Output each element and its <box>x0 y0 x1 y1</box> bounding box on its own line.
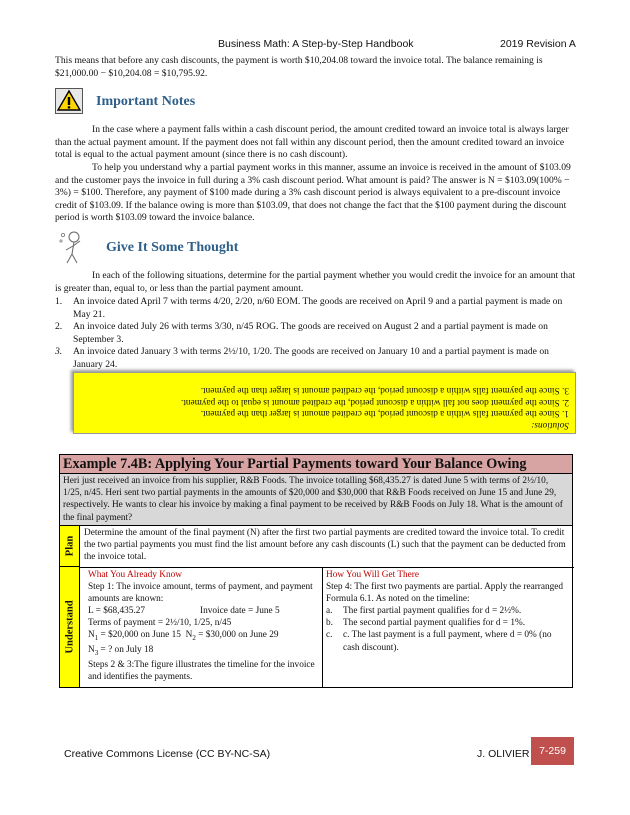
page-number: 7-259 <box>531 737 574 765</box>
known-heading: What You Already Know <box>88 570 182 580</box>
give-it-some-thought-heading: Give It Some Thought <box>106 240 239 255</box>
list-item: c. c. The last payment is a full payment, where d = 0% (no cash discount). <box>326 630 552 653</box>
how-heading: How You Will Get There <box>326 570 420 580</box>
list-item: b. The second partial payment qualifies for d = 1%. <box>326 618 526 629</box>
solution-3: 3. Since the payment falls within a discount period, the credited amount is larger than the payment. <box>200 385 569 396</box>
known-payment-3: $N_3$ = ? on July 18 <box>88 645 154 658</box>
known-list-amount: L = $68,435.27 <box>88 606 146 617</box>
warning-icon <box>55 88 83 114</box>
thinking-figure-icon <box>58 230 86 264</box>
example-title: Example 7.4B: Applying Your Partial Payments toward Your Balance Owing <box>60 455 572 474</box>
list-item: a. The first partial payment qualifies for d = 2½%. <box>326 606 522 617</box>
example-problem: Heri just received an invoice from his supplier, R&B Foods. The invoice totalling $68,435.27 is dated June 5 with terms of 2½/10, 1/25, n/45. Heri sent two partial payments in the amounts of $20,000 and $30,000 that R&B Foods received on June 15 and June 29, respectively. He wants to clear his invoice by making a final payment to be received by R&B Foods on July 18. What is the amount of the final payment? <box>60 474 572 526</box>
intro-paragraph: This means that before any cash discounts, the payment is worth $10,204.08 toward the invoice total. The balance remaining is $21,000.00 − $10,204.08 = $10,795.92. <box>55 55 543 79</box>
footer-license: Creative Commons License (CC BY-NC-SA) <box>64 748 271 760</box>
important-notes-heading: Important Notes <box>96 94 196 109</box>
known-payment-2: $N_2$ = $30,000 on June 29 <box>185 630 279 643</box>
plan-tab: Plan <box>60 526 80 567</box>
known-invoice-date: Invoice date = June 5 <box>200 606 280 617</box>
known-terms: Terms of payment = 2½/10, 1/25, n/45 <box>88 618 232 629</box>
important-notes-paragraph-1: In the case where a payment falls within a cash discount period, the amount credited toward an invoice total is always larger than the actual payment amount. If the payment does not fall within any discount period, then the amount credited toward an invoice total is equal to the actual payment amount (since there is no cash discount). <box>55 124 569 161</box>
divider <box>80 567 574 568</box>
thought-list <box>55 296 575 372</box>
solution-1: 1. Since the payment falls within a discount period, the credited amount is larger than the payment. <box>200 408 569 419</box>
solution-2: 2. Since the payment does not fall within a discount period, the credited amount is equal to the payment. <box>180 396 569 407</box>
important-notes-paragraph-2: To help you understand why a partial payment works in this manner, assume an invoice is received in the amount of $103.09 and the customer pays the invoice in full during a 3% cash discount period. What amount is paid? The answer is N = $103.09(100% − 3%) = $100. Therefore, any payment of $100 made during a 3% cash discount period is always equivalent to a pre-discount invoice credit of $103.09. If the balance owing is more than $103.09, that does not change the fact that the $100 payment during the discount period is worth $103.09 toward the invoice balance. <box>55 162 571 224</box>
understand-tab: Understand <box>60 567 80 687</box>
header-revision: 2019 Revision A <box>500 38 576 50</box>
list-item: 1. An invoice dated April 7 with terms 4/20, 2/20, n/60 EOM. The goods are received on April 9 and a partial payment is made on May 21. <box>55 296 563 320</box>
plan-text: Determine the amount of the final payment (N) after the first two partial payments are credited toward the invoice total. To credit the two partial payments you must find the list amount before any cash discounts (L) such that the payment can be deducted from the invoice total. <box>84 528 566 563</box>
how-step-4: Step 4: The first two payments are partial. Apply the rearranged Formula 6.1. As noted on the timeline: <box>326 582 564 605</box>
solutions-label: Solutions: <box>531 420 569 430</box>
footer-author: J. OLIVIER <box>477 748 530 760</box>
solutions-box <box>73 372 576 434</box>
list-item: 2. An invoice dated July 26 with terms 3/30, n/45 ROG. The goods are received on August 2 and a partial payment is made on September 3. <box>55 321 548 345</box>
how-column <box>326 569 570 654</box>
thought-intro: In each of the following situations, determine for the partial payment whether you would credit the invoice for an amount that is greater than, equal to, or less than the partial payment amount. <box>55 270 576 294</box>
known-steps-2-3: Steps 2 & 3:The figure illustrates the timeline for the invoice and identifies the payments. <box>88 660 315 683</box>
known-column <box>88 569 318 684</box>
header-title: Business Math: A Step-by-Step Handbook <box>218 38 414 50</box>
known-payment-1: $N_1$ = $20,000 on June 15 <box>88 630 181 643</box>
example-box <box>59 454 573 688</box>
list-item: 3. An invoice dated January 3 with terms 2½/10, 1/20. The goods are received on January 10 and a partial payment is made on January 24. <box>55 346 549 370</box>
known-step-1: Step 1: The invoice amount, terms of payment, and payment amounts are known: <box>88 582 313 605</box>
divider <box>322 567 323 687</box>
